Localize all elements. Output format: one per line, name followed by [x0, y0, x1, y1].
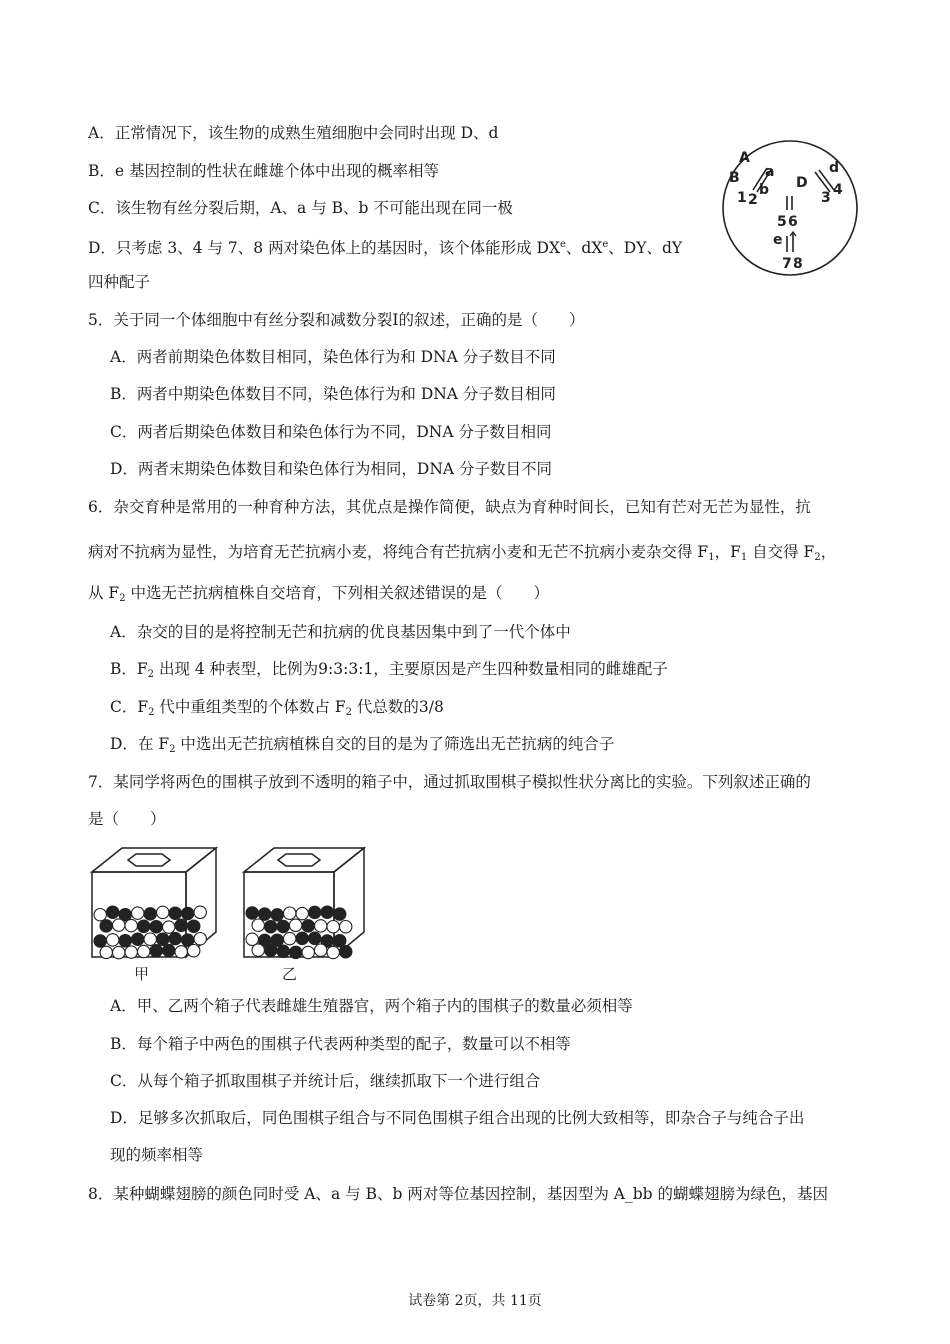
q6-option-c: C．$F_2$ 代中重组类型的个体数占 $F_2$ 代总数的3/8	[110, 698, 444, 718]
go-stone	[163, 921, 175, 933]
go-stone	[309, 932, 321, 944]
go-stone	[113, 946, 125, 958]
go-stone	[265, 944, 277, 956]
go-stone	[107, 934, 119, 946]
go-stone	[138, 920, 150, 932]
label-2: 2	[748, 192, 758, 208]
go-stone	[188, 945, 200, 957]
go-stone	[302, 920, 314, 932]
go-stone-boxes-figure	[86, 842, 386, 987]
q6-stem-line1: 6．杂交育种是常用的一种育种方法，其优点是操作简便，缺点为育种时间长，已知有芒对无芒为显性，抗	[88, 498, 811, 516]
label-7: 7	[782, 256, 792, 272]
go-stone	[125, 919, 137, 931]
go-stone	[284, 907, 296, 919]
go-stone	[315, 920, 327, 932]
go-stone	[296, 907, 308, 919]
go-stone	[194, 906, 206, 918]
q7-option-b: B．每个箱子中两色的围棋子代表两种类型的配子，数量可以不相等	[110, 1035, 571, 1053]
go-stone	[284, 932, 296, 944]
go-stone	[175, 919, 187, 931]
q4-option-b: B．e 基因控制的性状在雌雄个体中出现的概率相等	[88, 162, 439, 180]
go-stone	[107, 906, 119, 918]
box-yi-label: 乙	[282, 965, 298, 983]
label-A: A	[739, 150, 750, 166]
box-yi-stones	[246, 906, 352, 959]
go-stone	[150, 945, 162, 957]
q6-stem-line2: 病对不抗病为显性，为培育无芒抗病小麦，将纯合有芒抗病小麦和无芒不抗病小麦杂交得 $F_1$，$F_1$ 自交得 $F_2$，	[88, 543, 837, 563]
go-stone	[188, 920, 200, 932]
go-stone	[252, 919, 264, 931]
label-8: 8	[793, 256, 803, 272]
label-a: a	[765, 164, 775, 180]
go-stone	[271, 909, 283, 921]
page-footer: 试卷第 2页，共 11页	[408, 1293, 542, 1309]
go-stone	[150, 921, 162, 933]
q5-stem: 5．关于同一个体细胞中有丝分裂和减数分裂Ⅰ的叙述，正确的是（ ）	[88, 311, 585, 329]
go-stone	[182, 907, 194, 919]
q7-option-a: A．甲、乙两个箱子代表雌雄生殖器官，两个箱子内的围棋子的数量必须相等	[110, 997, 633, 1015]
go-stone	[113, 919, 125, 931]
q6-option-d: D．在 $F_2$ 中选出无芒抗病植株自交的目的是为了筛选出无芒抗病的纯合子	[110, 735, 615, 755]
go-stone	[132, 907, 144, 919]
go-stone	[246, 907, 258, 919]
q7-option-d-line2: 现的频率相等	[110, 1146, 204, 1164]
go-stone	[327, 921, 339, 933]
q6-option-b: B．$F_2$ 出现 4 种表型，比例为9:3:3:1，主要原因是产生四种数量相同的雌雄配子	[110, 660, 668, 680]
go-stone	[169, 932, 181, 944]
go-stone	[144, 933, 156, 945]
go-stone	[302, 946, 314, 958]
q4-option-d: D．只考虑 3、4 与 7、8 两对染色体上的基因时，该个体能形成 DXe、$dX^e$、DY、dY	[88, 239, 683, 257]
go-stone	[321, 906, 333, 918]
go-stone	[334, 908, 346, 920]
go-stone	[334, 935, 346, 947]
label-B: B	[729, 170, 740, 186]
go-stone	[309, 906, 321, 918]
q4-option-a: A．正常情况下，该生物的成熟生殖细胞中会同时出现 D、d	[88, 124, 499, 142]
go-stone	[296, 932, 308, 944]
go-stone	[265, 921, 277, 933]
go-stone	[157, 933, 169, 945]
box-jia-stones	[94, 906, 206, 959]
go-stone	[175, 946, 187, 958]
box-jia-label: 甲	[134, 965, 150, 983]
label-3: 3	[821, 190, 831, 206]
q6-stem-line3: 从 $F_2$ 中选无芒抗病植株自交培育，下列相关叙述错误的是（ ）	[88, 584, 549, 604]
go-stone	[169, 907, 181, 919]
go-stone	[277, 945, 289, 957]
go-stone	[163, 944, 175, 956]
go-stone	[138, 945, 150, 957]
go-stone	[132, 933, 144, 945]
go-stone	[119, 935, 131, 947]
go-stone	[340, 921, 352, 933]
go-stone	[277, 920, 289, 932]
q7-option-d-line1: D．足够多次抓取后，同色围棋子组合与不同色围棋子组合出现的比例大致相等，即杂合子与纯合子出	[110, 1109, 805, 1127]
box-jia-opening	[128, 854, 170, 866]
q7-option-c: C．从每个箱子抓取围棋子并统计后，继续抓取下一个进行组合	[110, 1072, 541, 1090]
go-stone	[100, 946, 112, 958]
go-stone	[252, 944, 264, 956]
cell-chromosome-diagram	[715, 140, 865, 276]
go-stone	[290, 946, 302, 958]
q5-option-b: B．两者中期染色体数目不同，染色体行为和 DNA 分子数目相同	[110, 385, 556, 403]
q5-option-a: A．两者前期染色体数目相同，染色体行为和 DNA 分子数目不同	[110, 348, 556, 366]
q5-option-d: D．两者末期染色体数目和染色体行为相同，DNA 分子数目不同	[110, 460, 553, 478]
q4-option-c: C．该生物有丝分裂后期，A、a 与 B、b 不可能出现在同一极	[88, 199, 513, 217]
go-stone	[194, 933, 206, 945]
go-stone	[290, 919, 302, 931]
box-yi-opening	[278, 854, 320, 866]
q7-stem-line2: 是（ ）	[88, 810, 166, 828]
label-e: e	[773, 232, 783, 248]
go-stone	[94, 935, 106, 947]
label-6: 6	[788, 214, 798, 230]
label-b: b	[759, 182, 770, 198]
go-stone	[100, 920, 112, 932]
label-D: D	[796, 175, 808, 191]
go-stone	[125, 946, 137, 958]
go-stone	[259, 908, 271, 920]
q8-stem-line1: 8．某种蝴蝶翅膀的颜色同时受 A、a 与 B、b 两对等位基因控制，基因型为 A_bb 的蝴蝶翅膀为绿色，基因	[88, 1185, 828, 1203]
go-stone	[94, 909, 106, 921]
q7-stem-line1: 7．某同学将两色的围棋子放到不透明的箱子中，通过抓取围棋子模拟性状分离比的实验。下列叙述正确的	[88, 773, 811, 791]
q4-option-d-continued: 四种配子	[88, 273, 151, 291]
q6-option-a: A．杂交的目的是将控制无芒和抗病的优良基因集中到了一代个体中	[110, 623, 571, 641]
label-d: d	[829, 160, 840, 176]
q5-option-c: C．两者后期染色体数目和染色体行为不同，DNA 分子数目相同	[110, 423, 552, 441]
label-4: 4	[833, 182, 843, 198]
go-stone	[157, 906, 169, 918]
go-stone	[327, 946, 339, 958]
go-stone	[340, 946, 352, 958]
go-stone	[315, 944, 327, 956]
label-5: 5	[777, 214, 787, 230]
go-stone	[144, 908, 156, 920]
label-1: 1	[737, 190, 747, 206]
